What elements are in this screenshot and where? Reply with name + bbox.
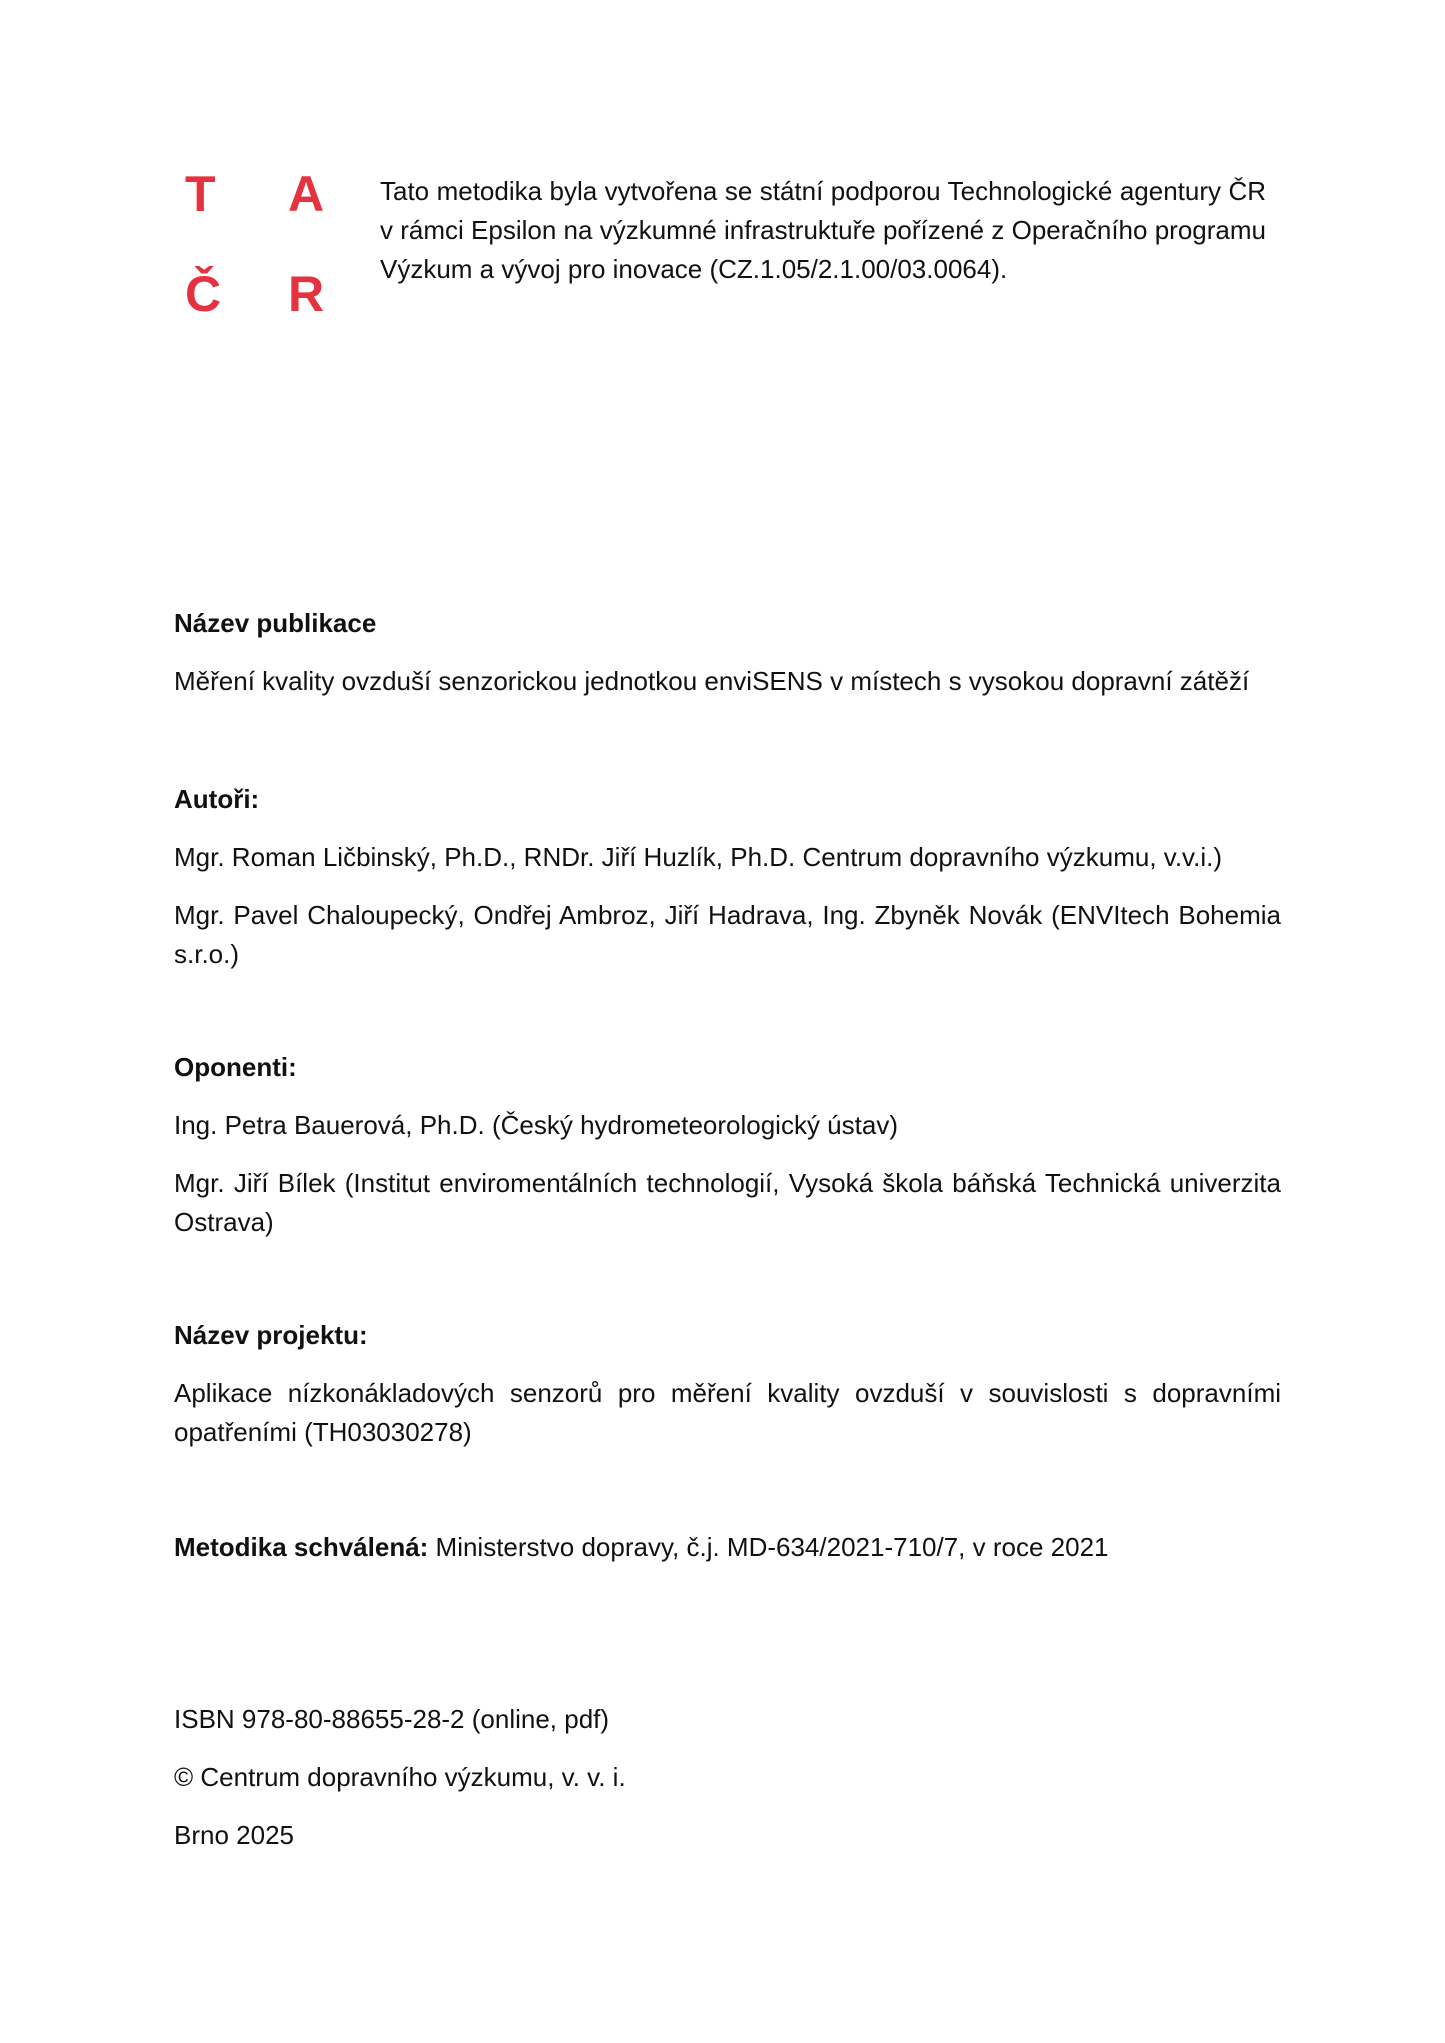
author-line: Mgr. Pavel Chaloupecký, Ondřej Ambroz, Jiří Hadrava, Ing. Zbyněk Novák (ENVItech Bohemia s.r.o.) — [174, 900, 1281, 969]
approval-line — [174, 1528, 1281, 1567]
logo-letter-r: R — [288, 266, 325, 322]
opponents-heading: Oponenti: — [174, 1052, 297, 1082]
logo-letter-a: A — [288, 166, 325, 222]
isbn: ISBN 978-80-88655-28-2 (online, pdf) — [174, 1704, 610, 1734]
approval-label: Metodika schválená: — [174, 1532, 429, 1562]
tacr-logo — [180, 165, 340, 325]
copyright: © Centrum dopravního výzkumu, v. v. i. — [174, 1762, 626, 1792]
project-heading: Název projektu: — [174, 1320, 368, 1350]
place-year: Brno 2025 — [174, 1820, 294, 1850]
approval-text: Ministerstvo dopravy, č.j. MD-634/2021-710/7, v roce 2021 — [428, 1532, 1109, 1562]
logo-letter-t: T — [185, 166, 216, 222]
support-note: Tato metodika byla vytvořena se státní podporou Technologické agentury ČR v rámci Epsilon na výzkumné infrastruktuře pořízené z Operačního programu Výzkum a vývoj pro inovace (CZ.1.05/2.1.00/03.0064). — [380, 176, 1266, 284]
publication-title: Měření kvality ovzduší senzorickou jednotkou enviSENS v místech s vysokou dopravní zátěží — [174, 666, 1250, 696]
logo-letter-c: Č — [185, 266, 222, 322]
opponent-line: Mgr. Jiří Bílek (Institut enviromentálních technologií, Vysoká škola báňská Technická univerzita Ostrava) — [174, 1168, 1281, 1237]
opponent-line: Ing. Petra Bauerová, Ph.D. (Český hydrometeorologický ústav) — [174, 1110, 898, 1140]
project-text: Aplikace nízkonákladových senzorů pro měření kvality ovzduší v souvislosti s dopravními opatřeními (TH03030278) — [174, 1378, 1281, 1447]
publication-heading: Název publikace — [174, 608, 377, 638]
author-line: Mgr. Roman Ličbinský, Ph.D., RNDr. Jiří Huzlík, Ph.D. Centrum dopravního výzkumu, v.v.i.) — [174, 842, 1223, 872]
authors-heading: Autoři: — [174, 784, 260, 814]
